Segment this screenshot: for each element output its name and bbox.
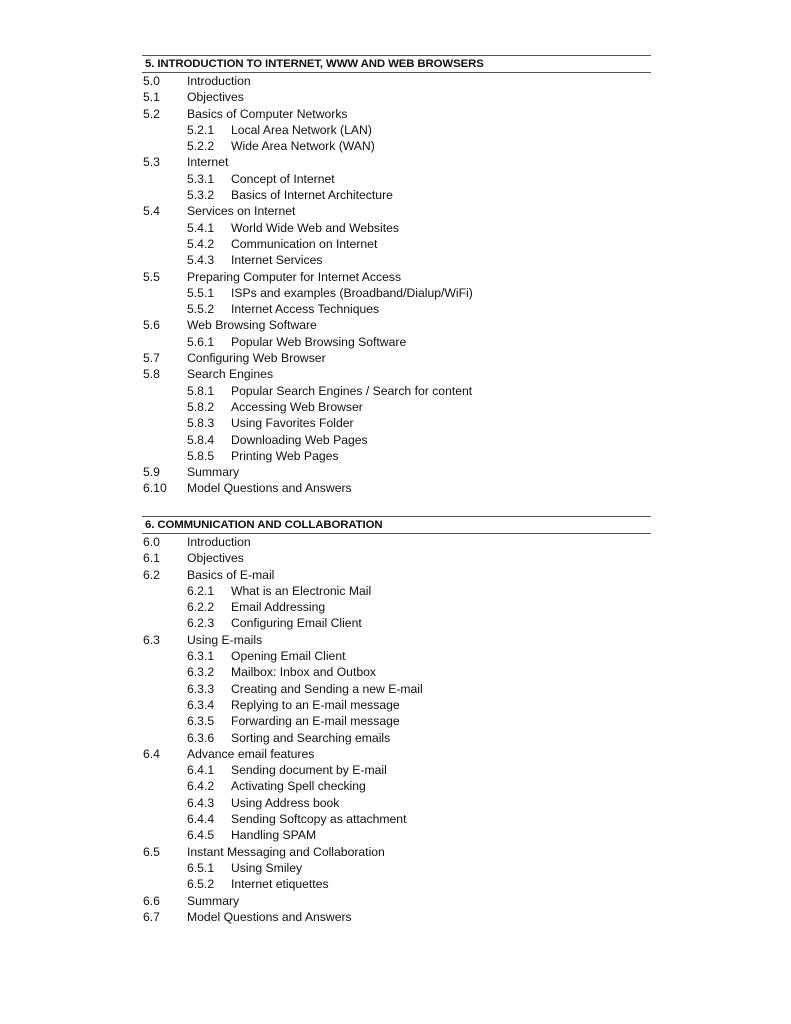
entry-number: 6.3.2 [187,665,215,680]
entry-number: 5.2.1 [187,122,215,137]
toc-subentry [142,448,651,464]
entry-title: Objectives [187,90,244,105]
entry-number: 5.8 [143,367,160,382]
entry-title: Summary [187,893,240,908]
entry-title: Replying to an E-mail message [231,697,400,712]
toc-entry [142,567,651,583]
entry-number: 5.2 [143,106,160,121]
toc-subentry [142,762,651,778]
entry-number: 6.3.6 [187,730,215,745]
entry-number: 5.5.1 [187,285,215,300]
toc-entry [142,893,651,909]
toc-entry [142,89,651,105]
toc-subentry [142,301,651,317]
entry-number: 5.3.1 [187,171,215,186]
toc-subentry [142,860,651,876]
entry-title: Basics of E-mail [187,567,275,582]
entry-number: 5.1 [143,90,160,105]
toc-subentry [142,713,651,729]
entry-number: 6.10 [143,481,167,496]
entry-title: Handling SPAM [231,828,317,843]
entry-number: 5.9 [143,465,160,480]
entry-number: 5.3.2 [187,188,215,203]
entry-number: 5.8.1 [187,383,215,398]
entry-title: What is an Electronic Mail [231,583,372,598]
entry-title: Sending Softcopy as attachment [231,812,407,827]
entry-number: 6.4.3 [187,795,215,810]
entry-title: Downloading Web Pages [231,432,368,447]
entry-title: Instant Messaging and Collaboration [187,844,385,859]
toc-entry [142,746,651,762]
entry-title: Introduction [187,535,251,549]
toc-section-communication [142,516,651,925]
entry-title: Internet Access Techniques [231,302,380,317]
entry-number: 5.6.1 [187,334,215,349]
entry-title: Services on Internet [187,204,296,219]
entry-number: 6.1 [143,551,160,566]
entry-number: 6.5 [143,844,160,859]
toc-entry [142,550,651,566]
entry-number: 6.4 [143,746,160,761]
section-heading: 6. COMMUNICATION AND COLLABORATION [142,516,651,534]
toc-subentry [142,681,651,697]
toc-subentry [142,399,651,415]
entry-title: Preparing Computer for Internet Access [187,269,402,284]
toc-subentry [142,648,651,664]
entry-title: Search Engines [187,367,274,382]
entry-number: 6.3.4 [187,697,215,712]
entry-title: Model Questions and Answers [187,909,352,924]
entry-number: 5.5 [143,269,160,284]
entry-title: Internet etiquettes [231,877,329,892]
toc-section-internet [142,55,651,497]
toc-entry [142,909,651,925]
entry-title: Popular Search Engines / Search for content [231,383,473,398]
entry-title: Accessing Web Browser [231,399,363,414]
entry-number: 5.5.2 [187,302,215,317]
entry-number: 5.7 [143,351,160,366]
entry-number: 6.4.1 [187,763,215,778]
entry-title: Local Area Network (LAN) [231,122,372,137]
entry-title: Using Favorites Folder [231,416,354,431]
toc-entry [142,844,651,860]
entry-number: 6.3 [143,632,160,647]
entry-title: Popular Web Browsing Software [231,334,407,349]
toc-subentry [142,697,651,713]
toc-subentry [142,383,651,399]
entry-title: Internet Services [231,253,323,268]
toc-entry [142,464,651,480]
entry-number: 5.6 [143,318,160,333]
toc-subentry [142,778,651,794]
toc-subentry [142,876,651,892]
toc-subentry [142,236,651,252]
toc-subentry [142,220,651,236]
entry-title: Activating Spell checking [231,779,366,794]
toc-subentry [142,583,651,599]
entry-title: Configuring Email Client [231,616,362,631]
entry-number: 5.4 [143,204,160,219]
entry-number: 6.2 [143,567,160,582]
entry-number: 5.8.3 [187,416,215,431]
toc-subentry [142,171,651,187]
entry-number: 5.2.2 [187,139,215,154]
entry-title: Opening Email Client [231,649,346,664]
entry-number: 6.6 [143,893,160,908]
entry-number: 6.5.1 [187,860,215,875]
toc-entry [142,534,651,550]
toc-subentry [142,122,651,138]
toc-entry [142,632,651,648]
entry-number: 5.4.1 [187,220,215,235]
entry-number: 5.3 [143,155,160,170]
entry-title: Forwarding an E-mail message [231,714,400,729]
entry-number: 6.4.2 [187,779,215,794]
toc-entry-list [142,534,651,925]
entry-title: Summary [187,465,240,480]
entry-title: Communication on Internet [231,236,378,251]
entry-title: Internet [187,155,229,170]
entry-title: World Wide Web and Websites [231,220,399,235]
entry-title: Advance email features [187,746,315,761]
entry-title: Sorting and Searching emails [231,730,391,745]
entry-number: 6.3.3 [187,681,215,696]
toc-subentry [142,811,651,827]
toc-subentry [142,795,651,811]
entry-title: Mailbox: Inbox and Outbox [231,665,376,680]
toc-entry [142,350,651,366]
toc-subentry [142,252,651,268]
entry-title: Email Addressing [231,600,326,615]
entry-title: Creating and Sending a new E-mail [231,681,423,696]
toc-subentry [142,334,651,350]
toc-subentry [142,138,651,154]
entry-number: 6.4.4 [187,812,215,827]
entry-number: 6.4.5 [187,828,215,843]
entry-number: 6.2.2 [187,600,215,615]
entry-number: 5.4.3 [187,253,215,268]
section-heading: 5. INTRODUCTION TO INTERNET, WWW AND WEB BROWSERS [142,55,651,73]
toc-subentry [142,599,651,615]
entry-title: Objectives [187,551,244,566]
entry-title: Using Address book [231,795,340,810]
entry-title: Introduction [187,74,251,88]
entry-title: Wide Area Network (WAN) [231,139,375,154]
entry-number: 6.3.5 [187,714,215,729]
entry-title: Basics of Computer Networks [187,106,348,121]
toc-subentry [142,827,651,843]
toc-subentry [142,664,651,680]
toc-subentry [142,187,651,203]
entry-title: Printing Web Pages [231,448,339,463]
entry-title: ISPs and examples (Broadband/Dialup/WiFi) [231,285,473,300]
entry-title: Sending document by E-mail [231,763,387,778]
entry-title: Using Smiley [231,860,303,875]
toc-subentry [142,285,651,301]
entry-number: 6.3.1 [187,649,215,664]
entry-number: 6.7 [143,909,160,924]
toc-entry [142,106,651,122]
toc-entry [142,203,651,219]
entry-number: 5.8.4 [187,432,215,447]
toc-entry [142,269,651,285]
entry-number: 5.8.2 [187,399,215,414]
toc-entry [142,154,651,170]
entry-number: 6.2.1 [187,583,215,598]
toc-subentry [142,615,651,631]
entry-number: 5.0 [143,74,160,88]
entry-number: 5.8.5 [187,448,215,463]
toc-entry [142,480,651,496]
entry-title: Basics of Internet Architecture [231,188,393,203]
toc-entry [142,73,651,89]
entry-number: 6.5.2 [187,877,215,892]
toc-subentry [142,730,651,746]
toc-subentry [142,432,651,448]
entry-title: Configuring Web Browser [187,351,326,366]
toc-entry [142,317,651,333]
entry-title: Model Questions and Answers [187,481,352,496]
entry-title: Using E-mails [187,632,263,647]
toc-entry [142,366,651,382]
toc-subentry [142,415,651,431]
entry-title: Web Browsing Software [187,318,317,333]
entry-title: Concept of Internet [231,171,335,186]
entry-number: 6.2.3 [187,616,215,631]
entry-number: 6.0 [143,535,160,549]
entry-number: 5.4.2 [187,236,215,251]
toc-entry-list [142,73,651,497]
